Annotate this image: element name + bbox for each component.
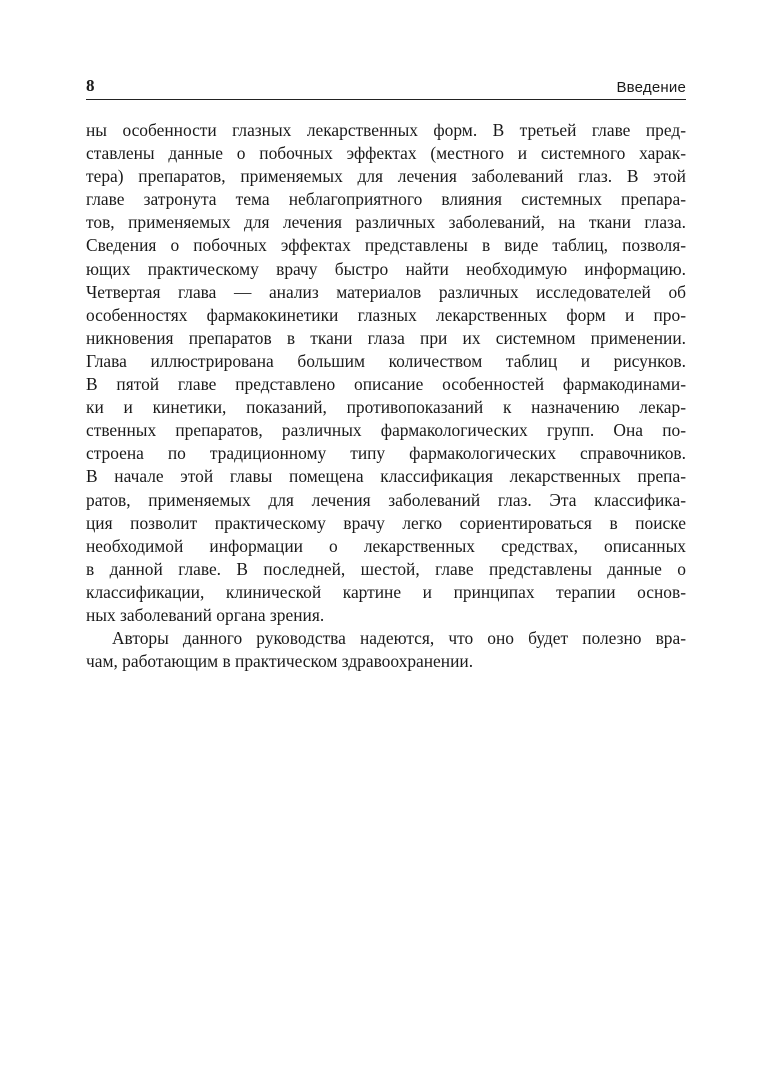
paragraph — [86, 119, 686, 627]
text-line: В начале этой главы помещена классификация лекарственных препа- — [86, 466, 686, 487]
text-line: ющих практическому врачу быстро найти необходимую информацию. — [86, 258, 686, 279]
text-line: ки и кинетики, показаний, противопоказаний к назначению лекар- — [86, 397, 686, 418]
paragraph — [86, 627, 686, 673]
text-line: тов, применяемых для лечения различных заболеваний, на ткани глаза. — [86, 212, 686, 233]
header-rule — [86, 99, 686, 100]
text-line: главе затронута тема неблагоприятного влияния системных препара- — [86, 189, 686, 210]
text-line: Глава иллюстрирована большим количеством таблиц и рисунков. — [86, 350, 686, 371]
text-line: ственных препаратов, различных фармакологических групп. Она по- — [86, 420, 686, 441]
text-line: строена по традиционному типу фармакологических справочников. — [86, 443, 686, 464]
text-line: ных заболеваний органа зрения. — [86, 604, 325, 625]
text-line: никновения препаратов в ткани глаза при их системном применении. — [86, 327, 686, 348]
text-line: Четвертая глава — анализ материалов различных исследователей об — [86, 281, 686, 302]
text-line: Сведения о побочных эффектах представлены в виде таблиц, позволя- — [86, 235, 686, 256]
text-line: Авторы данного руководства надеются, что оно будет полезно вра- — [112, 628, 686, 649]
section-title: Введение — [616, 79, 686, 96]
text-line: особенностях фармакокинетики глазных лекарственных форм и про- — [86, 304, 686, 325]
text-line: ция позволит практическому врачу легко сориентироваться в поиске — [86, 512, 686, 533]
text-line: В пятой главе представлено описание особенностей фармакодинами- — [86, 374, 686, 395]
text-line: чам, работающим в практическом здравоохранении. — [86, 651, 474, 672]
text-line: ратов, применяемых для лечения заболеваний глаз. Эта классифика- — [86, 489, 686, 510]
text-line: ставлены данные о побочных эффектах (местного и системного харак- — [86, 143, 686, 164]
page-number: 8 — [86, 76, 95, 95]
text-line: в данной главе. В последней, шестой, главе представлены данные о — [86, 558, 686, 579]
text-line: необходимой информации о лекарственных средствах, описанных — [86, 535, 686, 556]
text-line: тера) препаратов, применяемых для лечения заболеваний глаз. В этой — [86, 166, 686, 187]
text-line: классификации, клинической картине и принципах терапии основ- — [86, 581, 686, 602]
body-text — [86, 119, 686, 673]
text-line: ны особенности глазных лекарственных форм. В третьей главе пред- — [86, 120, 686, 140]
running-head — [86, 70, 686, 96]
